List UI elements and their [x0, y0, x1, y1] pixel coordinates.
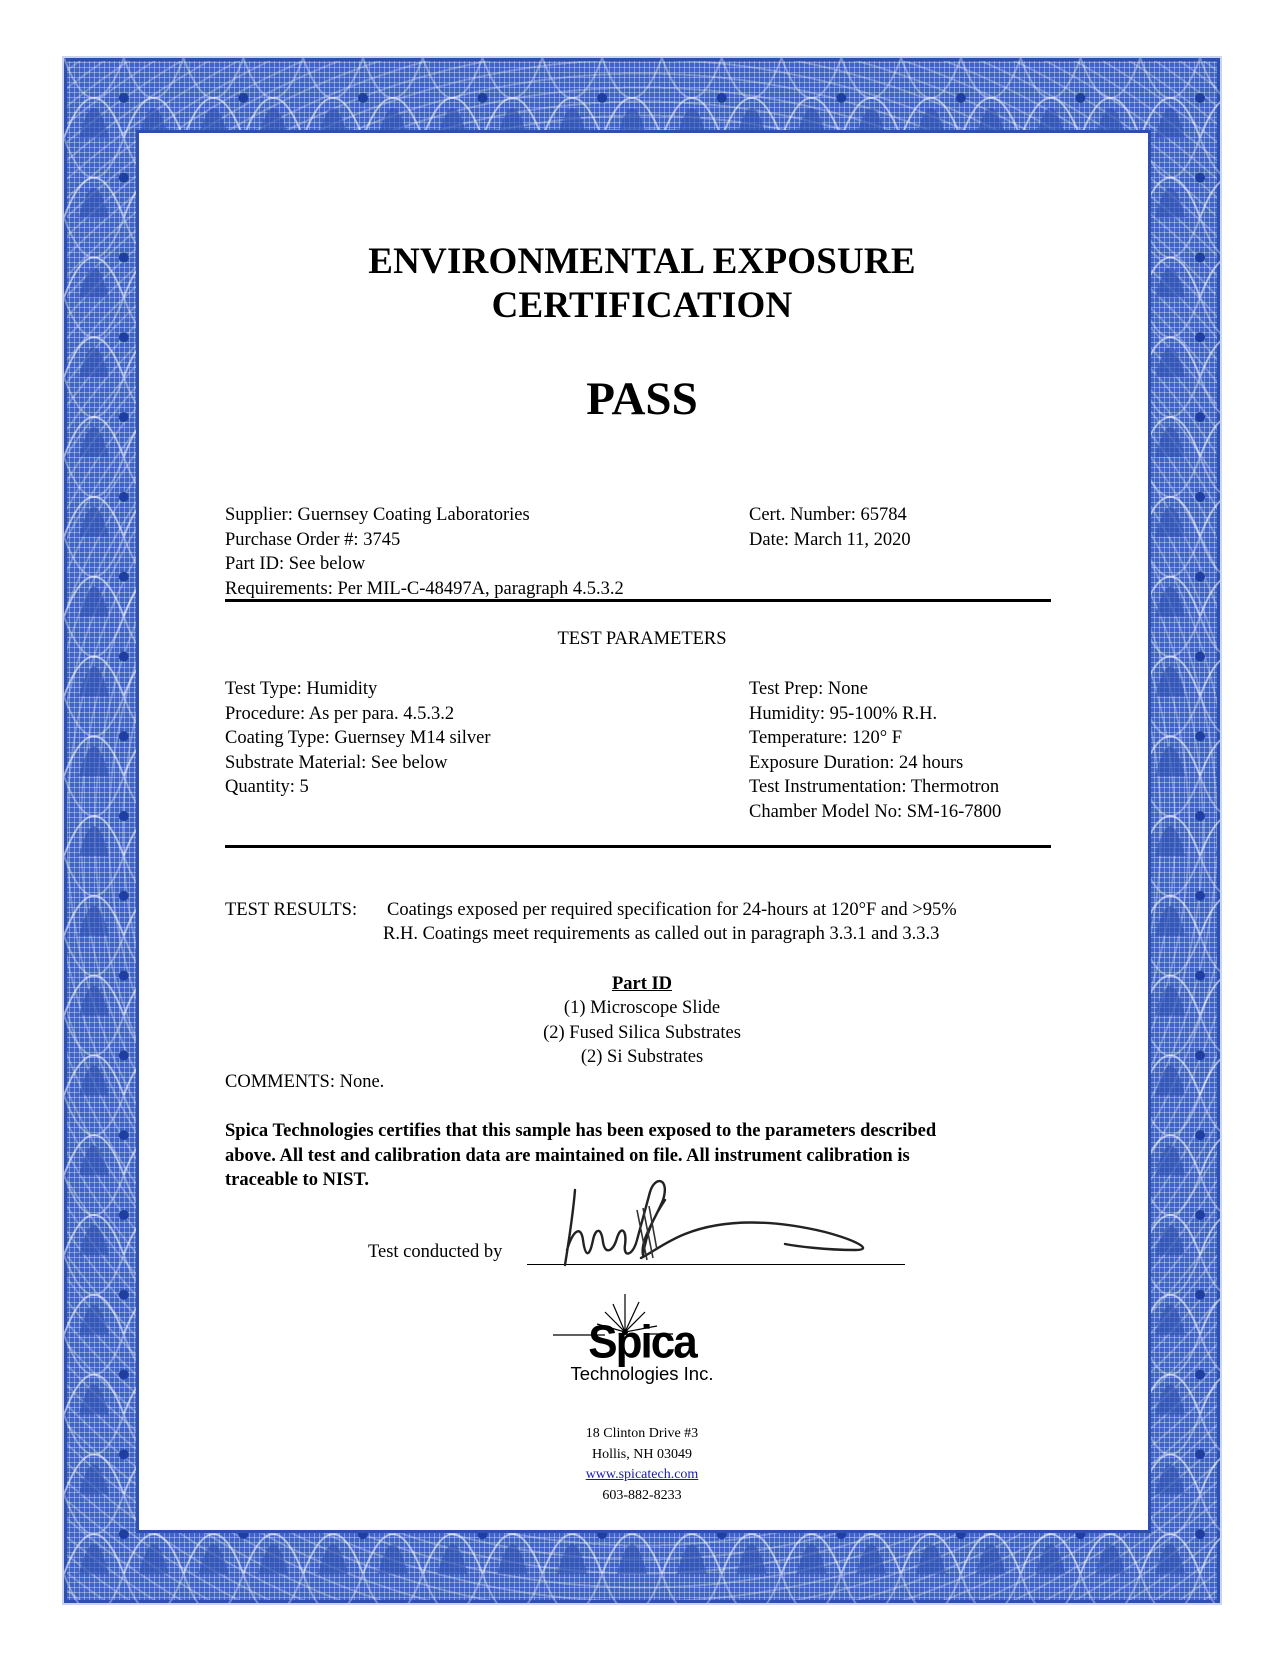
part-id-item: (2) Si Substrates — [580, 1047, 704, 1068]
temperature-text: Temperature: 120° F — [749, 728, 903, 749]
test-results-line1: Coatings exposed per required specification for 24-hours at 120°F and >95% — [387, 900, 957, 920]
result-pass: PASS — [586, 373, 698, 425]
address-line2: Hollis, NH 03049 — [592, 1446, 692, 1462]
phone-number: 603-882-8233 — [602, 1487, 682, 1503]
part-id-text: Part ID: See below — [225, 554, 366, 575]
comments-text: COMMENTS: None. — [225, 1072, 385, 1092]
date-text: Date: March 11, 2020 — [749, 529, 911, 550]
part-id-heading: Part ID — [611, 974, 673, 994]
part-id-list — [0, 996, 1284, 1070]
test-prep-text: Test Prep: None — [749, 679, 868, 699]
procedure-text: Procedure: As per para. 4.5.3.2 — [225, 703, 455, 724]
test-instrumentation-text: Test Instrumentation: Thermotron — [749, 777, 1000, 798]
requirements-text: Requirements: Per MIL-C-48497A, paragraph 4.5.3.2 — [225, 578, 624, 599]
purchase-order-text: Purchase Order #: 3745 — [225, 529, 401, 550]
test-results-line2: R.H. Coatings meet requirements as called out in paragraph 3.3.1 and 3.3.3 — [383, 924, 940, 944]
address-line1: 18 Clinton Drive #3 — [585, 1426, 699, 1441]
spica-logo-name: Spica — [588, 1316, 696, 1369]
divider-rule — [225, 845, 1051, 848]
test-parameters-right — [749, 677, 1001, 825]
test-results-label: TEST RESULTS: — [225, 900, 358, 920]
test-parameters-left — [225, 677, 491, 800]
coating-type-text: Coating Type: Guernsey M14 silver — [225, 728, 491, 749]
supplier-text: Supplier: Guernsey Coating Laboratories — [225, 505, 530, 525]
statement-line1: Spica Technologies certifies that this sample has been exposed to the parameters described — [225, 1121, 937, 1141]
header-info-right — [749, 503, 911, 552]
part-id-heading-wrap — [0, 972, 1284, 997]
certificate-title-line1: ENVIRONMENTAL EXPOSURE — [368, 241, 916, 282]
cert-number-text: Cert. Number: 65784 — [749, 505, 907, 525]
website-link[interactable]: www.spicatech.com — [585, 1467, 699, 1482]
part-id-item: (2) Fused Silica Substrates — [543, 1022, 741, 1043]
test-conducted-by-label: Test conducted by — [368, 1242, 503, 1262]
company-address — [0, 1424, 1284, 1506]
substrate-material-text: Substrate Material: See below — [225, 752, 448, 773]
quantity-text: Quantity: 5 — [225, 777, 309, 798]
divider-rule — [225, 599, 1051, 602]
statement-line3: traceable to NIST. — [225, 1170, 370, 1191]
statement-line2: above. All test and calibration data are maintained on file. All instrument calibration is — [225, 1145, 910, 1166]
signature-icon — [555, 1170, 895, 1270]
exposure-duration-text: Exposure Duration: 24 hours — [749, 752, 964, 773]
test-type-text: Test Type: Humidity — [225, 679, 378, 699]
spica-logo-subtitle: Technologies Inc. — [570, 1363, 714, 1384]
humidity-text: Humidity: 95-100% R.H. — [749, 703, 938, 724]
test-parameters-heading: TEST PARAMETERS — [557, 629, 727, 649]
part-id-item: (1) Microscope Slide — [563, 998, 721, 1018]
certificate-title-line2: CERTIFICATION — [491, 285, 793, 326]
chamber-model-text: Chamber Model No: SM-16-7800 — [749, 801, 1002, 822]
header-info-left — [225, 503, 624, 601]
